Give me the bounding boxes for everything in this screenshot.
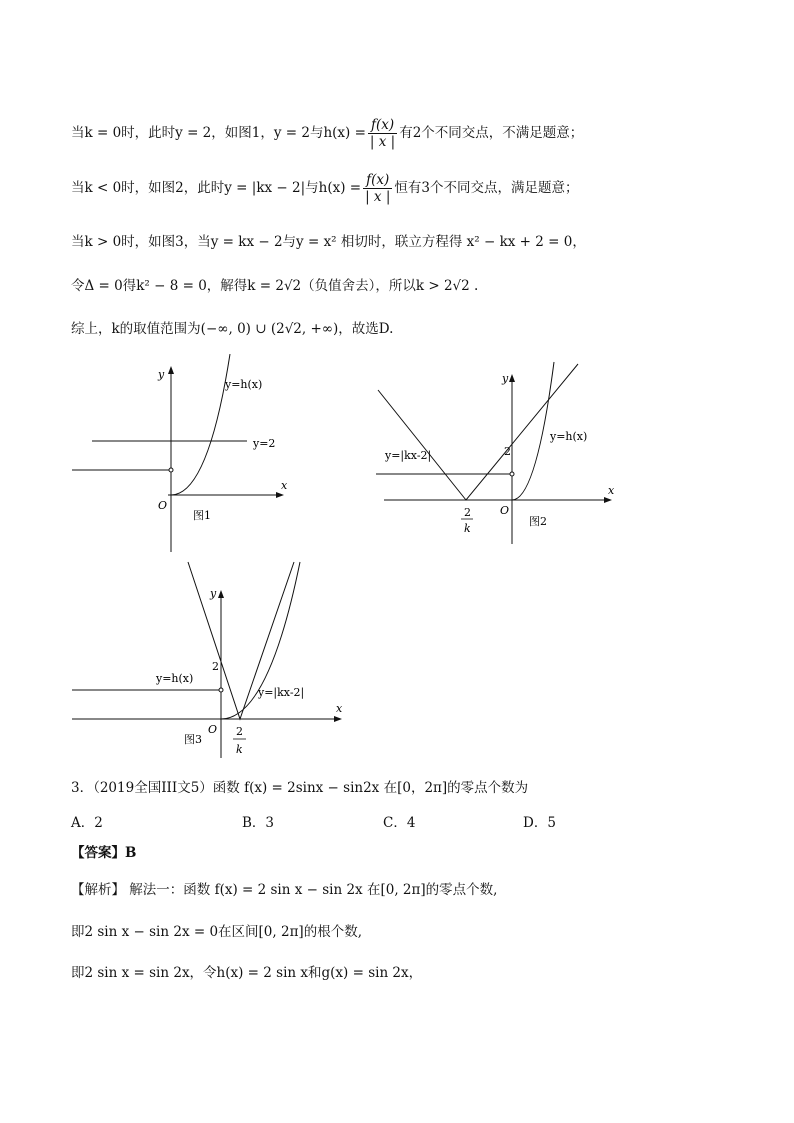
fig1-x-axis-label: x bbox=[281, 479, 288, 492]
fig1-y-axis-label: y bbox=[158, 368, 165, 381]
fig1-curve-label: y=h(x) bbox=[225, 378, 263, 391]
fig2-tick-y-2: 2 bbox=[504, 445, 511, 458]
fig3-tick-y-2: 2 bbox=[212, 660, 219, 673]
fig1-h-right-branch bbox=[171, 354, 230, 495]
fig3-y-axis-label: y bbox=[210, 587, 217, 600]
option-a: A．2 bbox=[71, 815, 103, 831]
solution-line-2 bbox=[71, 172, 578, 205]
fig1-y-arrow-icon bbox=[168, 366, 174, 374]
line-2-suffix: 恒有3个不同交点，满足题意； bbox=[394, 180, 579, 196]
fig2-line-abs-kx-2 bbox=[378, 364, 578, 500]
fig3-tick-x-den: k bbox=[236, 743, 243, 756]
fraction-denominator: | x | bbox=[369, 134, 396, 150]
solution-line-1 bbox=[71, 117, 583, 150]
fig3-x-axis-label: x bbox=[336, 702, 343, 715]
fig2-h-right-branch bbox=[512, 362, 554, 500]
fig3-x-arrow-icon bbox=[334, 716, 342, 722]
fig2-caption: 图2 bbox=[529, 515, 547, 528]
fig1-origin-label: O bbox=[158, 499, 168, 512]
fig1-line-label: y=2 bbox=[253, 437, 276, 450]
fig2-tick-x-den: k bbox=[464, 522, 471, 535]
fig1-open-point bbox=[169, 468, 173, 472]
fig2-line-label: y=|kx-2| bbox=[385, 449, 432, 462]
fraction-numerator: f(x) bbox=[368, 117, 397, 134]
fig2-open-point bbox=[510, 472, 514, 476]
solution-line-4: 令Δ = 0得k² − 8 = 0，解得k = 2√2（负值舍去），所以k > 2√2 . bbox=[71, 278, 479, 294]
figure-1 bbox=[68, 354, 294, 554]
fig3-open-point bbox=[219, 688, 223, 692]
line-1-suffix: 有2个不同交点，不满足题意； bbox=[399, 125, 584, 141]
question-3-stem: 3．（2019全国III文5）函数 f(x) = 2sinx − sin2x 在[0，2π]的零点个数为 bbox=[71, 780, 529, 796]
fig2-curve-label: y=h(x) bbox=[550, 430, 588, 443]
option-d: D．5 bbox=[523, 815, 556, 831]
analysis-line-2: 即2 sin x − sin 2x = 0在区间[0, 2π]的根个数, bbox=[71, 924, 362, 940]
option-c: C．4 bbox=[383, 815, 416, 831]
fig3-y-arrow-icon bbox=[218, 590, 224, 598]
fig2-x-axis-label: x bbox=[608, 484, 615, 497]
fig2-tick-x-num: 2 bbox=[464, 506, 471, 519]
answer-line: 【答案】B bbox=[71, 845, 137, 861]
option-b: B．3 bbox=[242, 815, 275, 831]
fig3-curve-label: y=h(x) bbox=[156, 672, 194, 685]
fig2-y-arrow-icon bbox=[509, 374, 515, 382]
fig1-x-arrow-icon bbox=[276, 492, 284, 498]
fig3-caption: 图3 bbox=[184, 733, 202, 746]
fig1-caption: 图1 bbox=[193, 509, 211, 522]
line-1-prefix: 当k = 0时，此时y = 2，如图1，y = 2与h(x) = bbox=[71, 125, 366, 141]
figure-3 bbox=[68, 560, 358, 765]
solution-line-3: 当k > 0时，如图3，当y = kx − 2与y = x² 相切时，联立方程得 x² − kx + 2 = 0， bbox=[71, 234, 586, 250]
analysis-line-1: 【解析】 解法一：函数 f(x) = 2 sin x − sin 2x 在[0, 2π]的零点个数, bbox=[71, 882, 498, 898]
fig3-origin-label: O bbox=[208, 723, 218, 736]
figure-2 bbox=[376, 354, 616, 549]
fraction-denominator: | x | bbox=[365, 189, 391, 205]
analysis-line-3: 即2 sin x = sin 2x，令h(x) = 2 sin x和g(x) = sin 2x， bbox=[71, 965, 423, 981]
solution-line-5: 综上，k的取值范围为(−∞, 0) ∪ (2√2, +∞)，故选D. bbox=[71, 321, 394, 337]
fraction-f-over-abs-x-2 bbox=[363, 172, 392, 205]
fraction-numerator: f(x) bbox=[363, 172, 392, 189]
fig2-origin-label: O bbox=[500, 504, 510, 517]
fig2-x-arrow-icon bbox=[604, 497, 612, 503]
fig2-y-axis-label: y bbox=[502, 372, 509, 385]
fig3-line-label: y=|kx-2| bbox=[258, 686, 305, 699]
fig3-tick-x-num: 2 bbox=[236, 725, 243, 738]
fraction-f-over-abs-x bbox=[368, 117, 397, 150]
line-2-prefix: 当k < 0时，如图2，此时y = |kx − 2|与h(x) = bbox=[71, 180, 362, 196]
